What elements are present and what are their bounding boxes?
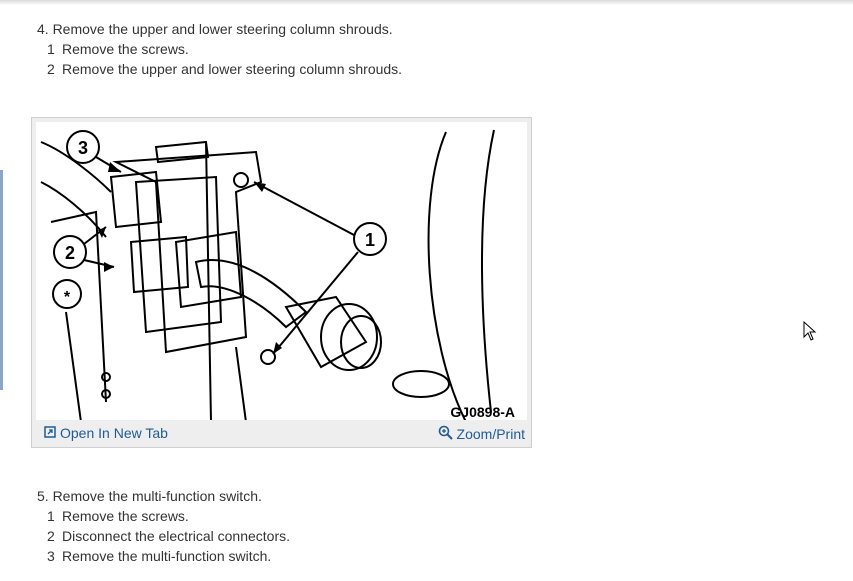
left-edge-strip <box>0 170 3 390</box>
diagram-svg <box>36 122 527 420</box>
substep <box>37 506 290 526</box>
substep-number: 1 <box>47 508 55 524</box>
zoom-print-label: Zoom/Print <box>456 426 525 442</box>
open-in-new-tab-link[interactable] <box>44 425 168 441</box>
step-title: 4. Remove the upper and lower steering column shrouds. <box>37 21 393 37</box>
callout-2: 2 <box>64 243 76 263</box>
substep-number: 3 <box>47 548 55 564</box>
figure-panel <box>31 117 532 448</box>
callout-asterisk: * <box>63 289 71 306</box>
substep-text: Remove the screws. <box>62 508 189 524</box>
substep <box>37 59 402 79</box>
substep-text: Remove the screws. <box>62 41 189 57</box>
substep-list <box>37 39 402 79</box>
substep-number: 2 <box>47 61 55 77</box>
steering-column-diagram[interactable] <box>36 122 527 420</box>
step-title: 5. Remove the multi-function switch. <box>37 488 262 504</box>
substep-number: 1 <box>47 41 55 57</box>
callout-3: 3 <box>77 138 89 158</box>
substep-text: Disconnect the electrical connectors. <box>62 528 290 544</box>
substep <box>37 546 290 566</box>
figure-code: GJ0898-A <box>450 404 515 420</box>
open-in-new-tab-label: Open In New Tab <box>60 425 168 441</box>
zoom-print-link[interactable] <box>438 425 525 443</box>
step-4 <box>37 19 402 79</box>
open-new-tab-icon <box>44 425 56 441</box>
substep <box>37 39 402 59</box>
substep-list <box>37 506 290 566</box>
callout-1: 1 <box>364 230 376 250</box>
zoom-in-icon <box>438 425 453 443</box>
mouse-pointer-icon <box>803 321 817 346</box>
substep-text: Remove the multi-function switch. <box>62 548 272 564</box>
step-5 <box>37 486 290 566</box>
figure-footer <box>32 422 531 446</box>
substep-number: 2 <box>47 528 55 544</box>
top-shadow <box>0 0 853 5</box>
substep <box>37 526 290 546</box>
substep-text: Remove the upper and lower steering column shrouds. <box>62 61 403 77</box>
